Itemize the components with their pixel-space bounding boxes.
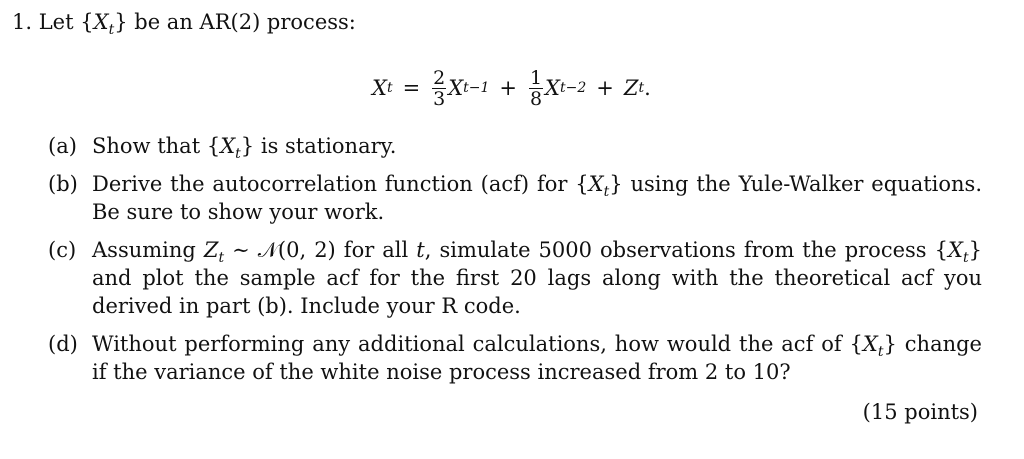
intro-suffix: be an AR(2) process:: [134, 10, 356, 34]
eq-term-lag2: X: [545, 76, 560, 100]
intro-prefix: Let: [38, 10, 74, 34]
part-d: (d) Without performing any additional calculations, how would the acf of $\{X_t\}$ change if the variance of the white noise process increased from 2 to 10?: [48, 332, 982, 384]
eq-lhs: X: [372, 76, 387, 100]
eq-plus-1: +: [499, 76, 518, 100]
part-label: (a): [48, 134, 77, 158]
eq-term-lag1: X: [448, 76, 464, 100]
eq-noise: Z: [623, 76, 639, 100]
part-c: (c) Assuming $Z_t$ ∼ 𝒩(0, 2) for all t, simulate 5000 observations from the process $\{X_t\}$ and plot the sample acf for the first 20 lags along with the theoretical acf you derived in part (b). Include your R code.: [48, 238, 982, 318]
normal-distribution: ∼ 𝒩(0, 2): [232, 238, 336, 262]
question-header: 1. Let $\{X_t\}$ be an AR(2) process:: [12, 10, 356, 38]
part-label: (b): [48, 172, 78, 196]
part-label: (c): [48, 238, 77, 262]
question-number: 1.: [12, 10, 33, 34]
question-parts: [48, 132, 982, 396]
part-b: (b) Derive the autocorrelation function (acf) for $\{X_t\}$ using the Yule-Walker equations. Be sure to show your work.: [48, 172, 982, 224]
points-label: (15 points): [862, 400, 978, 424]
part-label: (d): [48, 332, 78, 356]
part-a: (a) Show that $\{X_t\}$ is stationary.: [48, 134, 397, 162]
process-symbol: X: [93, 10, 109, 34]
ar2-equation: X t = $\frac{2}{3}$ X t−1 + $\frac{1}{8}$ X t−2 + Z t .: [372, 66, 651, 110]
eq-plus-2: +: [596, 76, 614, 100]
coef-one-eighth: $\frac{1}{8}$: [529, 66, 543, 110]
coef-two-thirds: $\frac{2}{3}$: [433, 66, 446, 110]
eq-equals: =: [402, 76, 421, 100]
